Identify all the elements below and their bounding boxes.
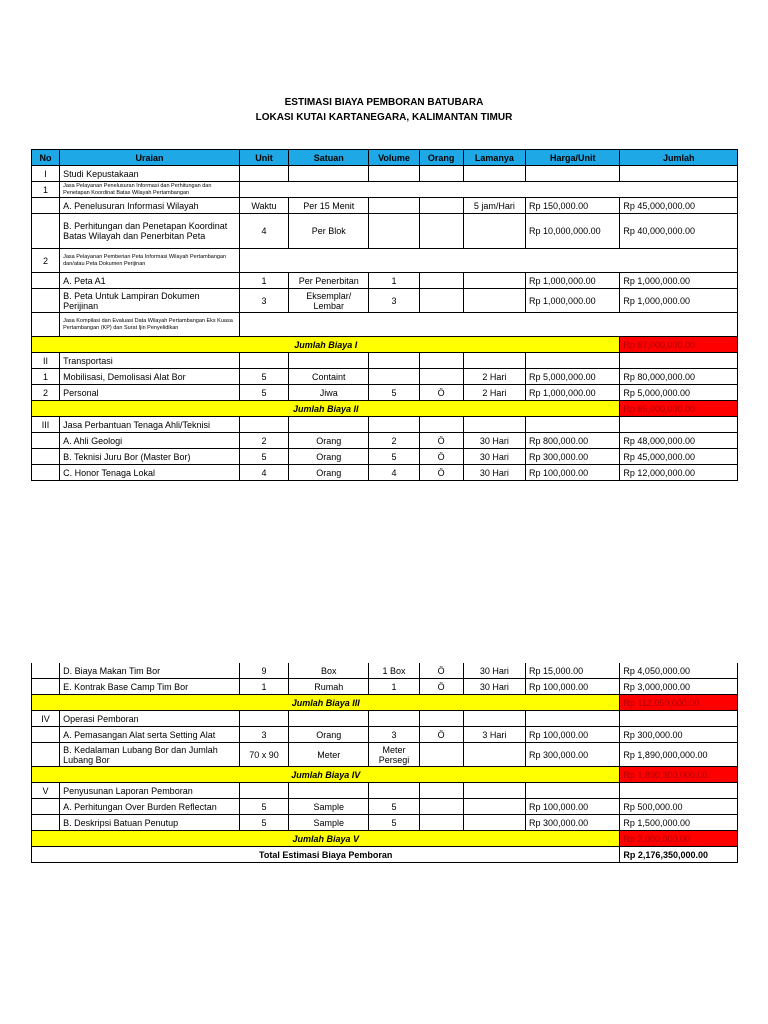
cell-jumlah: Rp 5,000,000.00: [620, 385, 738, 401]
cell-uraian: Mobilisasi, Demolisasi Alat Bor: [60, 369, 240, 385]
cell-harga: Rp 1,000,000.00: [526, 273, 620, 289]
column-header-satuan: Satuan: [289, 150, 369, 166]
cell-harga: Rp 10,000,000.00: [526, 214, 620, 249]
table-row: [32, 433, 738, 449]
cell-volume: 1: [369, 273, 419, 289]
cell-harga: Rp 150,000.00: [526, 198, 620, 214]
cell-satuan: [289, 353, 369, 369]
cell-no: 1: [32, 182, 60, 198]
grand-total-label: Total Estimasi Biaya Pemboran: [32, 847, 620, 863]
subtotal-amount: Rp 112,050,000.00: [620, 695, 738, 711]
cell-jumlah: [620, 353, 738, 369]
cell-volume: [369, 214, 419, 249]
cell-orang: [419, 815, 463, 831]
table-row: [32, 417, 738, 433]
cell-jumlah: Rp 500,000.00: [620, 799, 738, 815]
subtotal-label: Jumlah Biaya III: [32, 695, 620, 711]
cell-jumlah: Rp 80,000,000.00: [620, 369, 738, 385]
column-header-no: No: [32, 150, 60, 166]
table-row: [32, 369, 738, 385]
cell-unit: 5: [239, 449, 288, 465]
cell-uraian: C. Honor Tenaga Lokal: [60, 465, 240, 481]
cell-lamanya: [463, 289, 525, 313]
cost-table-part-2: [31, 663, 738, 863]
cell-harga: Rp 300,000.00: [526, 743, 620, 767]
cell-harga: [526, 166, 620, 182]
cell-lamanya: [463, 815, 525, 831]
cell-uraian: Jasa Perbantuan Tenaga Ahli/Teknisi: [60, 417, 240, 433]
subtotal-row: [32, 337, 738, 353]
table-row: [32, 465, 738, 481]
cell-jumlah: [620, 417, 738, 433]
cell-satuan: Meter: [289, 743, 369, 767]
cell-volume: Meter Persegi: [369, 743, 419, 767]
cell-volume: 5: [369, 815, 419, 831]
cell-no: [32, 313, 60, 337]
cell-uraian: Studi Kepustakaan: [60, 166, 240, 182]
table-row: [32, 214, 738, 249]
cell-volume: [369, 711, 419, 727]
cell-lamanya: 3 Hari: [463, 727, 525, 743]
cell-volume: 1 Box: [369, 663, 419, 679]
cell-uraian: A. Peta A1: [60, 273, 240, 289]
cell-satuan: Eksemplar/ Lembar: [289, 289, 369, 313]
cell-no: III: [32, 417, 60, 433]
subtotal-row: [32, 767, 738, 783]
cell-satuan: Orang: [289, 433, 369, 449]
cell-unit: 4: [239, 465, 288, 481]
cell-harga: Rp 100,000.00: [526, 679, 620, 695]
cell-unit: Waktu: [239, 198, 288, 214]
cell-volume: [369, 417, 419, 433]
cell-harga: Rp 800,000.00: [526, 433, 620, 449]
column-header-orang: Orang: [419, 150, 463, 166]
cell-volume: 3: [369, 289, 419, 313]
cell-uraian: A. Ahli Geologi: [60, 433, 240, 449]
table-row: [32, 711, 738, 727]
cell-unit: [239, 711, 288, 727]
cell-volume: 4: [369, 465, 419, 481]
cell-unit: [239, 166, 288, 182]
cell-jumlah: Rp 1,890,000,000.00: [620, 743, 738, 767]
table-header-row: [32, 150, 738, 166]
cell-lamanya: 30 Hari: [463, 433, 525, 449]
cell-orang: Ö: [419, 663, 463, 679]
cell-satuan: Rumah: [289, 679, 369, 695]
cell-no: [32, 799, 60, 815]
cell-no: [32, 815, 60, 831]
cell-orang: Ö: [419, 465, 463, 481]
cell-uraian: Transportasi: [60, 353, 240, 369]
table-row: [32, 385, 738, 401]
cell-satuan: Box: [289, 663, 369, 679]
cell-lamanya: [463, 711, 525, 727]
cell-uraian: B. Deskripsi Batuan Penutup: [60, 815, 240, 831]
cell-lamanya: 30 Hari: [463, 449, 525, 465]
cell-unit: 4: [239, 214, 288, 249]
empty-span-cell: [239, 249, 737, 273]
table-row: [32, 743, 738, 767]
cell-satuan: Orang: [289, 727, 369, 743]
column-header-uraian: Uraian: [60, 150, 240, 166]
empty-span-cell: [239, 313, 737, 337]
cell-no: 1: [32, 369, 60, 385]
cell-unit: 3: [239, 289, 288, 313]
cell-uraian: B. Kedalaman Lubang Bor dan Jumlah Lubang Bor: [60, 743, 240, 767]
cell-orang: [419, 289, 463, 313]
cell-harga: Rp 1,000,000.00: [526, 385, 620, 401]
cell-lamanya: [463, 353, 525, 369]
cell-satuan: [289, 417, 369, 433]
cell-no: [32, 465, 60, 481]
cell-uraian: Jasa Kompilasi dan Evaluasi Data Wilayah Pertambangan Eks Kuasa Pertambangan (KP) dan Surat Ijin Penyelidikan: [60, 313, 240, 337]
cell-jumlah: Rp 40,000,000.00: [620, 214, 738, 249]
subtotal-amount: Rp 87,000,000.00: [620, 337, 738, 353]
cell-lamanya: 5 jam/Hari: [463, 198, 525, 214]
table-row: [32, 289, 738, 313]
cell-orang: [419, 166, 463, 182]
cell-volume: 2: [369, 433, 419, 449]
subtotal-label: Jumlah Biaya V: [32, 831, 620, 847]
cell-no: I: [32, 166, 60, 182]
cell-jumlah: [620, 166, 738, 182]
cell-uraian: D. Biaya Makan Tim Bor: [60, 663, 240, 679]
cell-unit: [239, 783, 288, 799]
cell-satuan: [289, 783, 369, 799]
cell-volume: 5: [369, 449, 419, 465]
cell-jumlah: [620, 711, 738, 727]
section-description-row: [32, 249, 738, 273]
subtotal-amount: Rp 85,000,000.00: [620, 401, 738, 417]
cell-harga: Rp 5,000,000.00: [526, 369, 620, 385]
cell-volume: [369, 369, 419, 385]
cell-lamanya: [463, 799, 525, 815]
cell-harga: [526, 417, 620, 433]
table-row: [32, 815, 738, 831]
cell-harga: [526, 783, 620, 799]
cell-satuan: Per Blok: [289, 214, 369, 249]
cell-satuan: Jiwa: [289, 385, 369, 401]
cell-orang: [419, 743, 463, 767]
cell-unit: 70 x 90: [239, 743, 288, 767]
cell-jumlah: Rp 3,000,000.00: [620, 679, 738, 695]
cost-table-part-1: [31, 149, 738, 481]
cell-orang: [419, 198, 463, 214]
cell-satuan: Sample: [289, 815, 369, 831]
cell-uraian: A. Penelusuran Informasi Wilayah: [60, 198, 240, 214]
grand-total-row: [32, 847, 738, 863]
table-row: [32, 198, 738, 214]
cell-uraian: Operasi Pemboran: [60, 711, 240, 727]
cell-volume: [369, 198, 419, 214]
cell-uraian: Jasa Pelayanan Pemberian Peta Informasi Wilayah Pertambangan dan/atau Peta Dokumen Perijinan: [60, 249, 240, 273]
cell-orang: [419, 353, 463, 369]
cell-lamanya: 2 Hari: [463, 369, 525, 385]
cell-uraian: B. Perhitungan dan Penetapan Koordinat Batas Wilayah dan Penerbitan Peta: [60, 214, 240, 249]
cell-satuan: [289, 711, 369, 727]
cell-lamanya: 30 Hari: [463, 465, 525, 481]
cell-jumlah: Rp 12,000,000.00: [620, 465, 738, 481]
cell-unit: [239, 353, 288, 369]
cell-lamanya: [463, 743, 525, 767]
table-row: [32, 799, 738, 815]
cell-uraian: A. Perhitungan Over Burden Reflectan: [60, 799, 240, 815]
cell-volume: [369, 783, 419, 799]
cell-no: [32, 727, 60, 743]
cell-jumlah: Rp 45,000,000.00: [620, 198, 738, 214]
cell-satuan: Per Penerbitan: [289, 273, 369, 289]
cell-orang: [419, 783, 463, 799]
subtotal-amount: Rp 2,000,000.00: [620, 831, 738, 847]
table-row: [32, 727, 738, 743]
cell-lamanya: 2 Hari: [463, 385, 525, 401]
cell-orang: [419, 417, 463, 433]
subtotal-label: Jumlah Biaya IV: [32, 767, 620, 783]
cell-jumlah: Rp 1,000,000.00: [620, 273, 738, 289]
cell-volume: 1: [369, 679, 419, 695]
cell-orang: [419, 273, 463, 289]
cell-no: [32, 198, 60, 214]
cell-jumlah: Rp 1,500,000.00: [620, 815, 738, 831]
cell-harga: Rp 300,000.00: [526, 449, 620, 465]
cell-satuan: Orang: [289, 449, 369, 465]
table-row: [32, 166, 738, 182]
cell-unit: 9: [239, 663, 288, 679]
cell-unit: 3: [239, 727, 288, 743]
cell-volume: 5: [369, 799, 419, 815]
cell-no: [32, 449, 60, 465]
table-row: [32, 273, 738, 289]
cell-no: [32, 273, 60, 289]
column-header-jumlah: Jumlah: [620, 150, 738, 166]
grand-total-amount: Rp 2,176,350,000.00: [620, 847, 738, 863]
cell-uraian: Penyusunan Laporan Pemboran: [60, 783, 240, 799]
subtotal-row: [32, 831, 738, 847]
cell-no: 2: [32, 249, 60, 273]
cell-jumlah: Rp 45,000,000.00: [620, 449, 738, 465]
cell-orang: [419, 214, 463, 249]
cell-volume: 3: [369, 727, 419, 743]
cell-jumlah: Rp 1,000,000.00: [620, 289, 738, 313]
cell-jumlah: Rp 4,050,000.00: [620, 663, 738, 679]
table-row: [32, 353, 738, 369]
cell-orang: [419, 369, 463, 385]
cell-volume: [369, 166, 419, 182]
cell-uraian: Personal: [60, 385, 240, 401]
cell-no: [32, 743, 60, 767]
cell-harga: [526, 711, 620, 727]
cell-harga: Rp 300,000.00: [526, 815, 620, 831]
cell-lamanya: [463, 273, 525, 289]
section-description-row: [32, 313, 738, 337]
cell-lamanya: [463, 783, 525, 799]
cell-jumlah: Rp 300,000.00: [620, 727, 738, 743]
section-description-row: [32, 182, 738, 198]
cell-harga: Rp 100,000.00: [526, 465, 620, 481]
cell-jumlah: Rp 48,000,000.00: [620, 433, 738, 449]
cell-no: [32, 663, 60, 679]
cell-unit: [239, 417, 288, 433]
column-header-lamanya: Lamanya: [463, 150, 525, 166]
cell-harga: Rp 100,000.00: [526, 727, 620, 743]
cell-uraian: B. Peta Untuk Lampiran Dokumen Perijinan: [60, 289, 240, 313]
cell-no: [32, 679, 60, 695]
column-header-harga: Harga/Unit: [526, 150, 620, 166]
cell-unit: 2: [239, 433, 288, 449]
cell-orang: Ö: [419, 449, 463, 465]
subtotal-label: Jumlah Biaya II: [32, 401, 620, 417]
cell-harga: Rp 1,000,000.00: [526, 289, 620, 313]
subtotal-row: [32, 695, 738, 711]
cell-no: [32, 214, 60, 249]
cell-lamanya: 30 Hari: [463, 663, 525, 679]
cell-uraian: Jasa Pelayanan Penelusuran Informasi dan Perhitungan dan Penetapan Koordinat Batas Wilayah Pertambangan: [60, 182, 240, 198]
cell-harga: Rp 15,000.00: [526, 663, 620, 679]
cell-satuan: Containt: [289, 369, 369, 385]
cell-unit: 5: [239, 385, 288, 401]
cell-satuan: [289, 166, 369, 182]
cell-no: [32, 433, 60, 449]
subtotal-row: [32, 401, 738, 417]
table-row: [32, 663, 738, 679]
cell-harga: Rp 100,000.00: [526, 799, 620, 815]
cell-orang: Ö: [419, 679, 463, 695]
document-subtitle: LOKASI KUTAI KARTANEGARA, KALIMANTAN TIMUR: [255, 112, 513, 123]
cell-unit: 5: [239, 799, 288, 815]
cell-orang: Ö: [419, 433, 463, 449]
cell-satuan: Per 15 Menit: [289, 198, 369, 214]
cell-uraian: A. Pemasangan Alat serta Setting Alat: [60, 727, 240, 743]
cell-no: V: [32, 783, 60, 799]
table-row: [32, 783, 738, 799]
cell-no: 2: [32, 385, 60, 401]
cell-no: [32, 289, 60, 313]
cell-uraian: E. Kontrak Base Camp Tim Bor: [60, 679, 240, 695]
cell-no: II: [32, 353, 60, 369]
document-title: ESTIMASI BIAYA PEMBORAN BATUBARA: [284, 97, 484, 108]
cell-orang: Ö: [419, 385, 463, 401]
cell-satuan: Sample: [289, 799, 369, 815]
cell-unit: 1: [239, 273, 288, 289]
table-row: [32, 449, 738, 465]
cell-no: IV: [32, 711, 60, 727]
cell-uraian: B. Teknisi Juru Bor (Master Bor): [60, 449, 240, 465]
cell-orang: [419, 799, 463, 815]
cell-volume: [369, 353, 419, 369]
cell-unit: 5: [239, 369, 288, 385]
cell-lamanya: [463, 166, 525, 182]
column-header-unit: Unit: [239, 150, 288, 166]
subtotal-amount: Rp 1,890,300,000.00: [620, 767, 738, 783]
cell-lamanya: [463, 214, 525, 249]
cell-satuan: Orang: [289, 465, 369, 481]
cell-unit: 5: [239, 815, 288, 831]
column-header-volume: Volume: [369, 150, 419, 166]
cell-jumlah: [620, 783, 738, 799]
cell-lamanya: 30 Hari: [463, 679, 525, 695]
empty-span-cell: [239, 182, 737, 198]
subtotal-label: Jumlah Biaya I: [32, 337, 620, 353]
table-row: [32, 679, 738, 695]
cell-orang: [419, 711, 463, 727]
cell-harga: [526, 353, 620, 369]
cell-volume: 5: [369, 385, 419, 401]
cell-orang: Ö: [419, 727, 463, 743]
cell-unit: 1: [239, 679, 288, 695]
cell-lamanya: [463, 417, 525, 433]
